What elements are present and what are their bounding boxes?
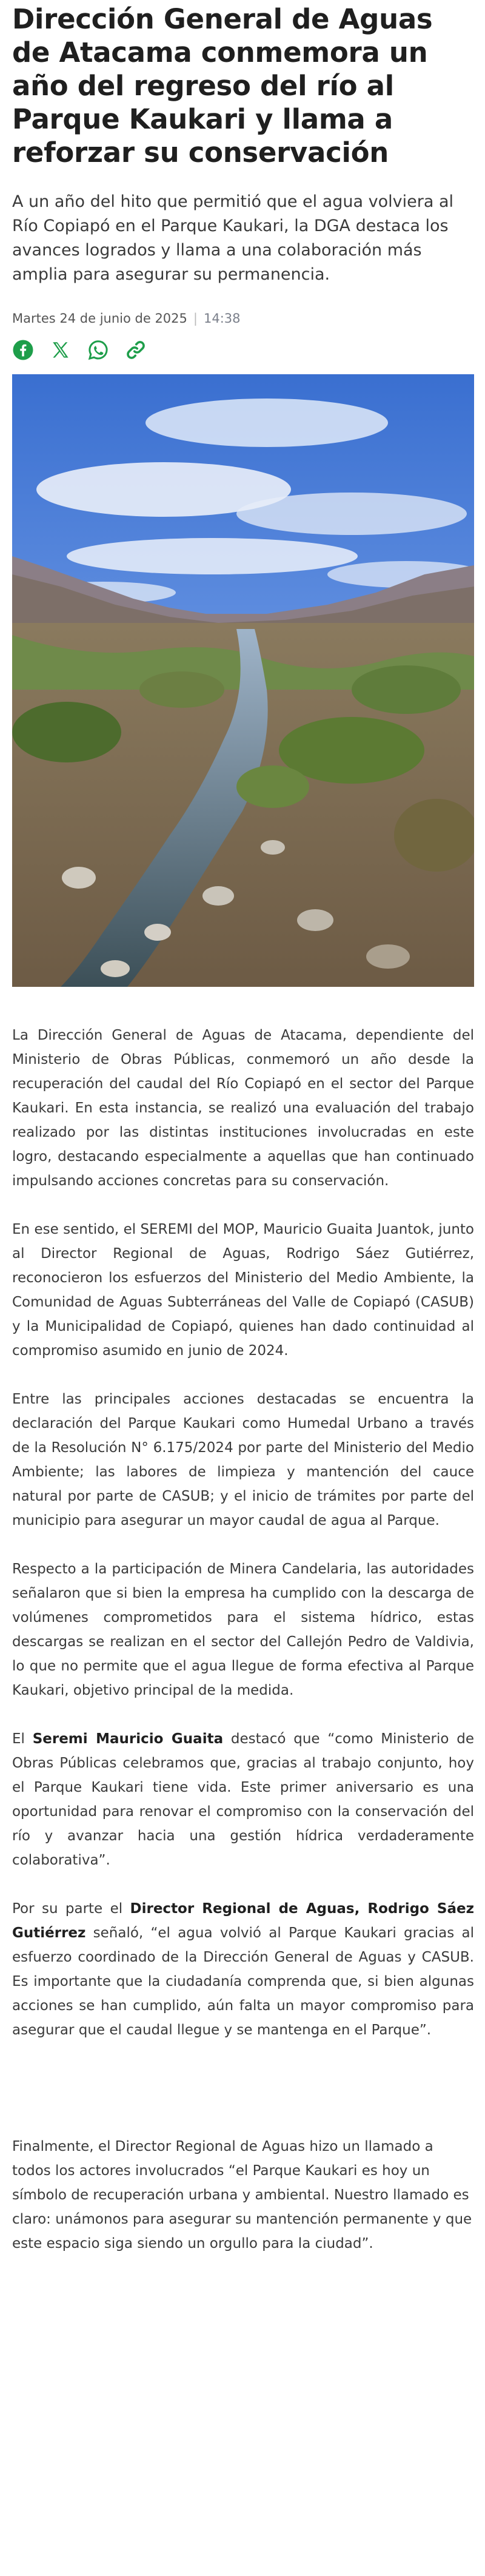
article-body bbox=[12, 1023, 474, 2256]
share-bar bbox=[12, 339, 474, 361]
article-meta bbox=[12, 311, 474, 326]
paragraph-quote-seremi: El Seremi Mauricio Guaita destacó que “como Ministerio de Obras Públicas celebramos que, gracias al trabajo conjunto, hoy el Parque Kaukari tiene vida. Este primer aniversario es una oportunidad para renovar el compromiso con la conservación del río y avanzar hacia una gestión hídrica verdaderamente colaborativa”. bbox=[12, 1731, 474, 1868]
paragraph: Respecto a la participación de Minera Candelaria, las autoridades señalaron que si bien la empresa ha cumplido con la descarga de volúmenes comprometidos para el sistema hídrico, estas descargas se realizan en el sector del Callejón Pedro de Valdivia, lo que no permite que el agua llegue de forma efectiva al Parque Kaukari, objetivo principal de la medida. bbox=[12, 1561, 474, 1698]
x-icon[interactable] bbox=[50, 339, 72, 361]
paragraph: La Dirección General de Aguas de Atacama, dependiente del Ministerio de Obras Públicas, conmemoró un año desde la recuperación del caudal del Río Copiapó en el sector del Parque Kaukari. En esta instancia, se realizó una evaluación del trabajo realizado por las distintas instituciones involucradas en este logro, destacando especialmente a aquellas que han continuado impulsando acciones concretas para su conservación. bbox=[12, 1027, 474, 1189]
paragraph: En ese sentido, el SEREMI del MOP, Mauricio Guaita Juantok, junto al Director Regional de Aguas, Rodrigo Sáez Gutiérrez, reconocieron los esfuerzos del Ministerio del Medio Ambiente, la Comunidad de Aguas Subterráneas del Valle de Copiapó (CASUB) y la Municipalidad de Copiapó, quienes han dado continuidad al compromiso asumido en junio de 2024. bbox=[12, 1222, 474, 1359]
paragraph-quote-director: Por su parte el Director Regional de Aguas, Rodrigo Sáez Gutiérrez señaló, “el agua volvió al Parque Kaukari gracias al esfuerzo coordinado de la Dirección General de Aguas y CASUB. Es importante que la ciudadanía comprenda que, si bien algunas acciones se han cumplido, aún falta un mayor compromiso para asegurar que el caudal llegue y se mantenga en el Parque”. bbox=[12, 1901, 474, 2038]
meta-separator: | bbox=[193, 311, 198, 326]
facebook-icon[interactable] bbox=[12, 339, 34, 361]
paragraph: Entre las principales acciones destacadas se encuentra la declaración del Parque Kaukari como Humedal Urbano a través de la Resolución N° 6.175/2024 por parte del Ministerio del Medio Ambiente; las labores de limpieza y mantención del cauce natural por parte de CASUB; y el inicio de trámites por parte del municipio para asegurar un mayor caudal de agua al Parque. bbox=[12, 1391, 474, 1528]
publish-time: 14:38 bbox=[203, 311, 241, 326]
paragraph: Finalmente, el Director Regional de Aguas hizo un llamado a todos los actores involucrados “el Parque Kaukari es hoy un símbolo de recuperación urbana y ambiental. Nuestro llamado es claro: unámonos para asegurar su mantención permanente y que este espacio siga siendo un orgullo para la ciudad”. bbox=[12, 2139, 472, 2251]
whatsapp-icon[interactable] bbox=[87, 339, 109, 361]
article-photo bbox=[12, 374, 474, 987]
speaker-name: Director Regional de Aguas, Rodrigo Sáez Gutiérrez bbox=[12, 1901, 474, 1941]
article-title: Dirección General de Aguas de Atacama conmemora un año del regreso del río al Parque Kaukari y llama a reforzar su conservación bbox=[12, 3, 433, 169]
publish-date: Martes 24 de junio de 2025 bbox=[12, 311, 187, 326]
article bbox=[12, 0, 474, 2256]
link-icon[interactable] bbox=[125, 339, 147, 361]
speaker-name: Seremi Mauricio Guaita bbox=[32, 1731, 224, 1747]
article-lead: A un año del hito que permitió que el agua volviera al Río Copiapó en el Parque Kaukari, la DGA destaca los avances logrados y llama a una colaboración más amplia para asegurar su permanencia. bbox=[12, 192, 453, 284]
